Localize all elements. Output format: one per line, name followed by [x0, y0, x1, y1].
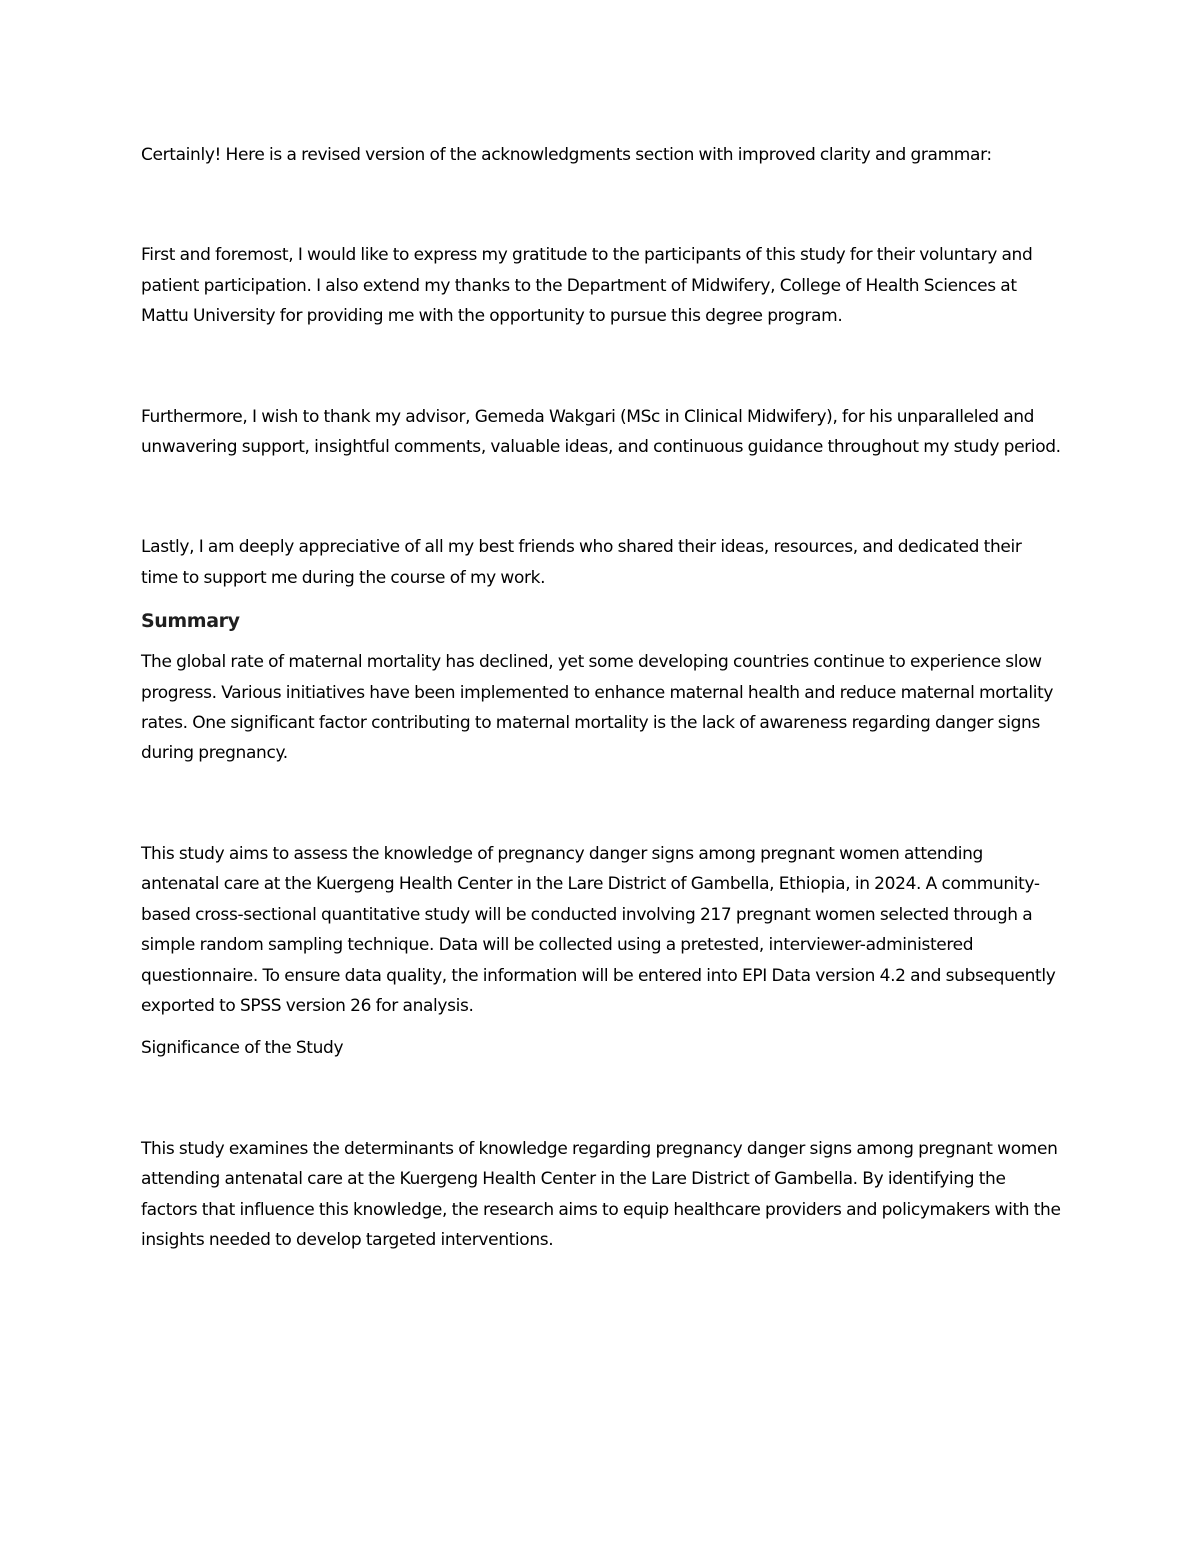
acknowledgment-paragraph-participants: First and foremost, I would like to express my gratitude to the participants of this study for their voluntary and patient participation. I also extend my thanks to the Department of Midwifery, College of Health Sciences at Mattu University for providing me with the opportunity to pursue this degree program.	[141, 245, 1033, 327]
significance-heading: Significance of the Study	[141, 1038, 344, 1059]
acknowledgment-paragraph-advisor: Furthermore, I wish to thank my advisor, Gemeda Wakgari (MSc in Clinical Midwifery), for his unparalleled and unwavering support, insightful comments, valuable ideas, and continuous guidance throughout my study period.	[141, 406, 1061, 458]
significance-paragraph: This study examines the determinants of knowledge regarding pregnancy danger signs among pregnant women attending antenatal care at the Kuergeng Health Center in the Lare District of Gambella. By identifying the factors that influence this knowledge, the research aims to equip healthcare providers and policymakers with the insights needed to develop targeted interventions.	[141, 1138, 1061, 1250]
acknowledgment-paragraph-friends: Lastly, I am deeply appreciative of all my best friends who shared their ideas, resources, and dedicated their time to support me during the course of my work.	[141, 537, 1022, 588]
document-body	[141, 140, 1061, 1255]
summary-paragraph-background: The global rate of maternal mortality has declined, yet some developing countries continue to experience slow progress. Various initiatives have been implemented to enhance maternal health and reduce maternal mortality rates. One significant factor contributing to maternal mortality is the lack of awareness regarding danger signs during pregnancy.	[141, 652, 1054, 764]
summary-heading: Summary	[141, 610, 240, 633]
summary-paragraph-methods: This study aims to assess the knowledge of pregnancy danger signs among pregnant women attending antenatal care at the Kuergeng Health Center in the Lare District of Gambella, Ethiopia, in 2024. A community-based cross-sectional quantitative study will be conducted involving 217 pregnant women selected through a simple random sampling technique. Data will be collected using a pretested, interviewer-administered questionnaire. To ensure data quality, the information will be entered into EPI Data version 4.2 and subsequently exported to SPSS version 26 for analysis.	[141, 843, 1056, 1016]
intro-paragraph: Certainly! Here is a revised version of the acknowledgments section with improved clarity and grammar:	[141, 145, 992, 165]
